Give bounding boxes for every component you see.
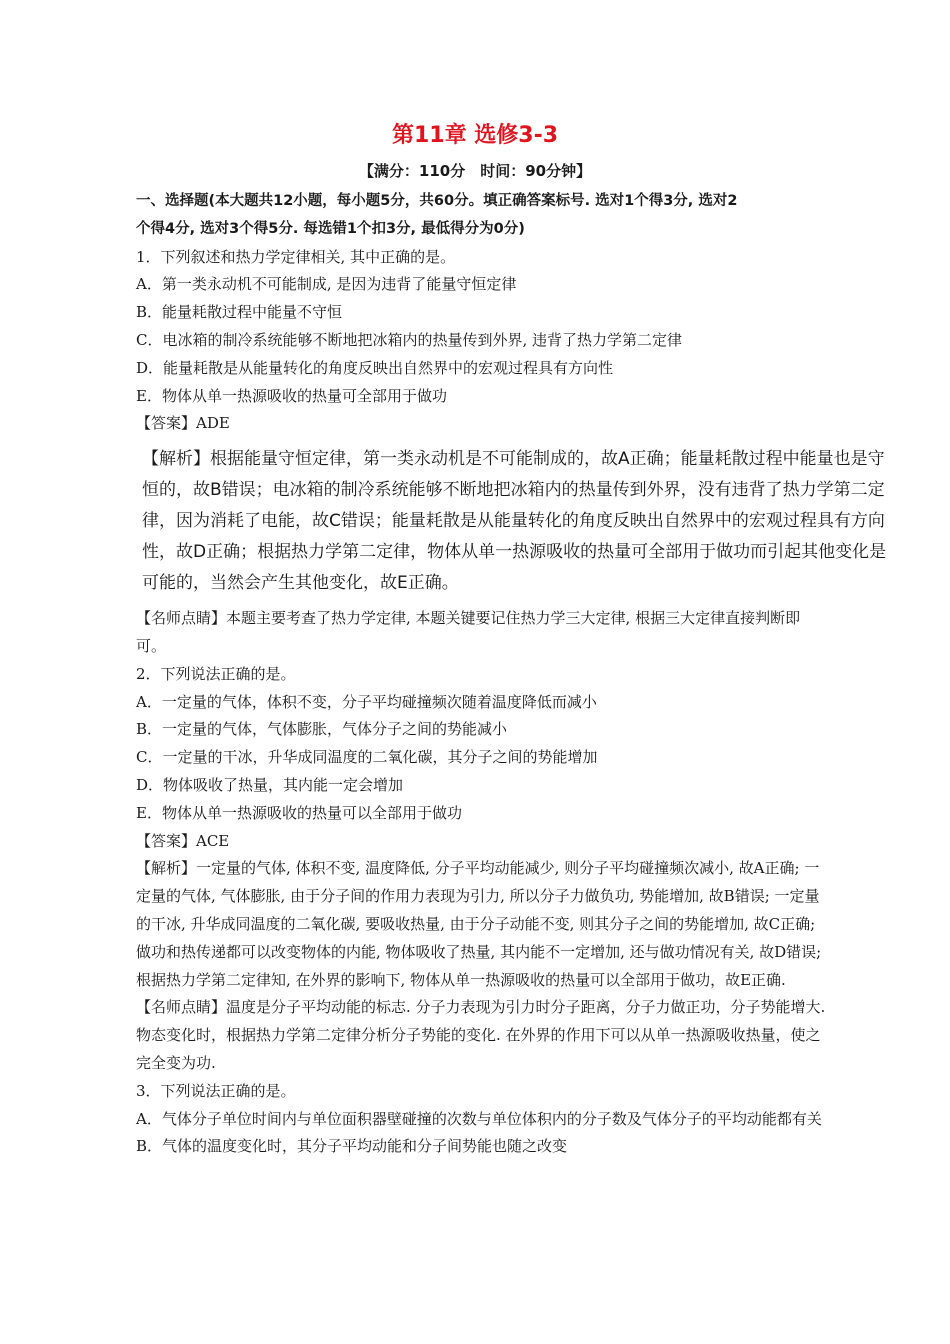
question-stem: 2．下列说法正确的是。 [136,664,296,683]
section-heading-line1: 一、选择题(本大题共12小题，每小题5分，共60分。填正确答案标号. 选对1个得3分, 选对2 [136,193,738,209]
question-3 [136,1078,826,1161]
document-body [136,188,887,1161]
option-b: B．能量耗散过程中能量不守恒 [136,303,343,322]
option-a: A．气体分子单位时间内与单位面积器壁碰撞的次数与单位体积内的分子数及气体分子的平均动能都有关 [136,1109,822,1128]
teacher-tip: 【名师点睛】本题主要考查了热力学定律, 本题关键要记住热力学三大定律, 根据三大定律直接判断即可。 [136,609,801,655]
analysis: 【解析】根据能量守恒定律，第一类永动机是不可能制成的，故A正确；能量耗散过程中能量也是守恒的，故B错误；电冰箱的制冷系统能够不断地把冰箱内的热量传到外界，没有违背了热力学第二定律，因为消耗了电能，故C错误；能量耗散是从能量转化的角度反映出自然界中的宏观过程具有方向性，故D正确；根据热力学第二定律，物体从单一热源吸收的热量可全部用于做功而引起其他变化是可能的，当然会产生其他变化，故E正确。 [142,449,887,594]
question-stem: 3．下列说法正确的是。 [136,1081,296,1100]
question-1 [136,244,887,661]
option-d: D．能量耗散是从能量转化的角度反映出自然界中的宏观过程具有方向性 [136,358,614,377]
answer: 【答案】ADE [136,414,230,433]
option-e: E．物体从单一热源吸收的热量可全部用于做功 [136,386,447,405]
option-d: D．物体吸收了热量，其内能一定会增加 [136,775,404,794]
option-b: B．气体的温度变化时，其分子平均动能和分子间势能也随之改变 [136,1137,568,1156]
page-title: 第11章 选修3-3 [391,123,559,148]
option-e: E．物体从单一热源吸收的热量可以全部用于做功 [136,803,462,822]
option-b: B．一定量的气体，气体膨胀，气体分子之间的势能减小 [136,720,508,739]
section-heading-line2: 个得4分, 选对3个得5分. 每选错1个扣3分, 最低得分为0分) [136,220,525,237]
option-a: A．一定量的气体，体积不变，分子平均碰撞频次随着温度降低而减小 [136,692,597,711]
option-c: C．一定量的干冰，升华成同温度的二氧化碳，其分子之间的势能增加 [136,748,598,767]
option-c: C．电冰箱的制冷系统能够不断地把冰箱内的热量传到外界, 违背了热力学第二定律 [136,330,683,349]
question-2 [136,661,826,1078]
page-subtitle: 【满分：110分 时间：90分钟】 [358,162,592,180]
question-stem: 1．下列叙述和热力学定律相关, 其中正确的是。 [136,247,456,266]
answer: 【答案】ACE [136,831,230,850]
option-a: A．第一类永动机不可能制成, 是因为违背了能量守恒定律 [136,275,517,294]
analysis: 【解析】一定量的气体, 体积不变, 温度降低, 分子平均动能减少, 则分子平均碰撞频次减小, 故A正确; 一定量的气体, 气体膨胀, 由于分子间的作用力表现为引力, 所以分子力做负功, 势能增加, 故B错误; 一定量的干冰, 升华成同温度的二氧化碳, 要吸收热量, 由于分子动能不变, 则其分子之间的势能增加, 故C正确; 做功和热传递都可以改变物体的内能, 物体吸收了热量, 其内能不一定增加, 还与做功情况有关, 故D错误; 根据热力学第二定律知, 在外界的影响下, 物体从单一热源吸收的热量可以全部用于做功，故E正确. [136,859,822,989]
teacher-tip: 【名师点睛】温度是分子平均动能的标志. 分子力表现为引力时分子距离，分子力做正功，分子势能增大. 物态变化时，根据热力学第二定律分析分子势能的变化. 在外界的作用下可以从单一热源吸收热量，使之完全变为功. [136,998,826,1072]
